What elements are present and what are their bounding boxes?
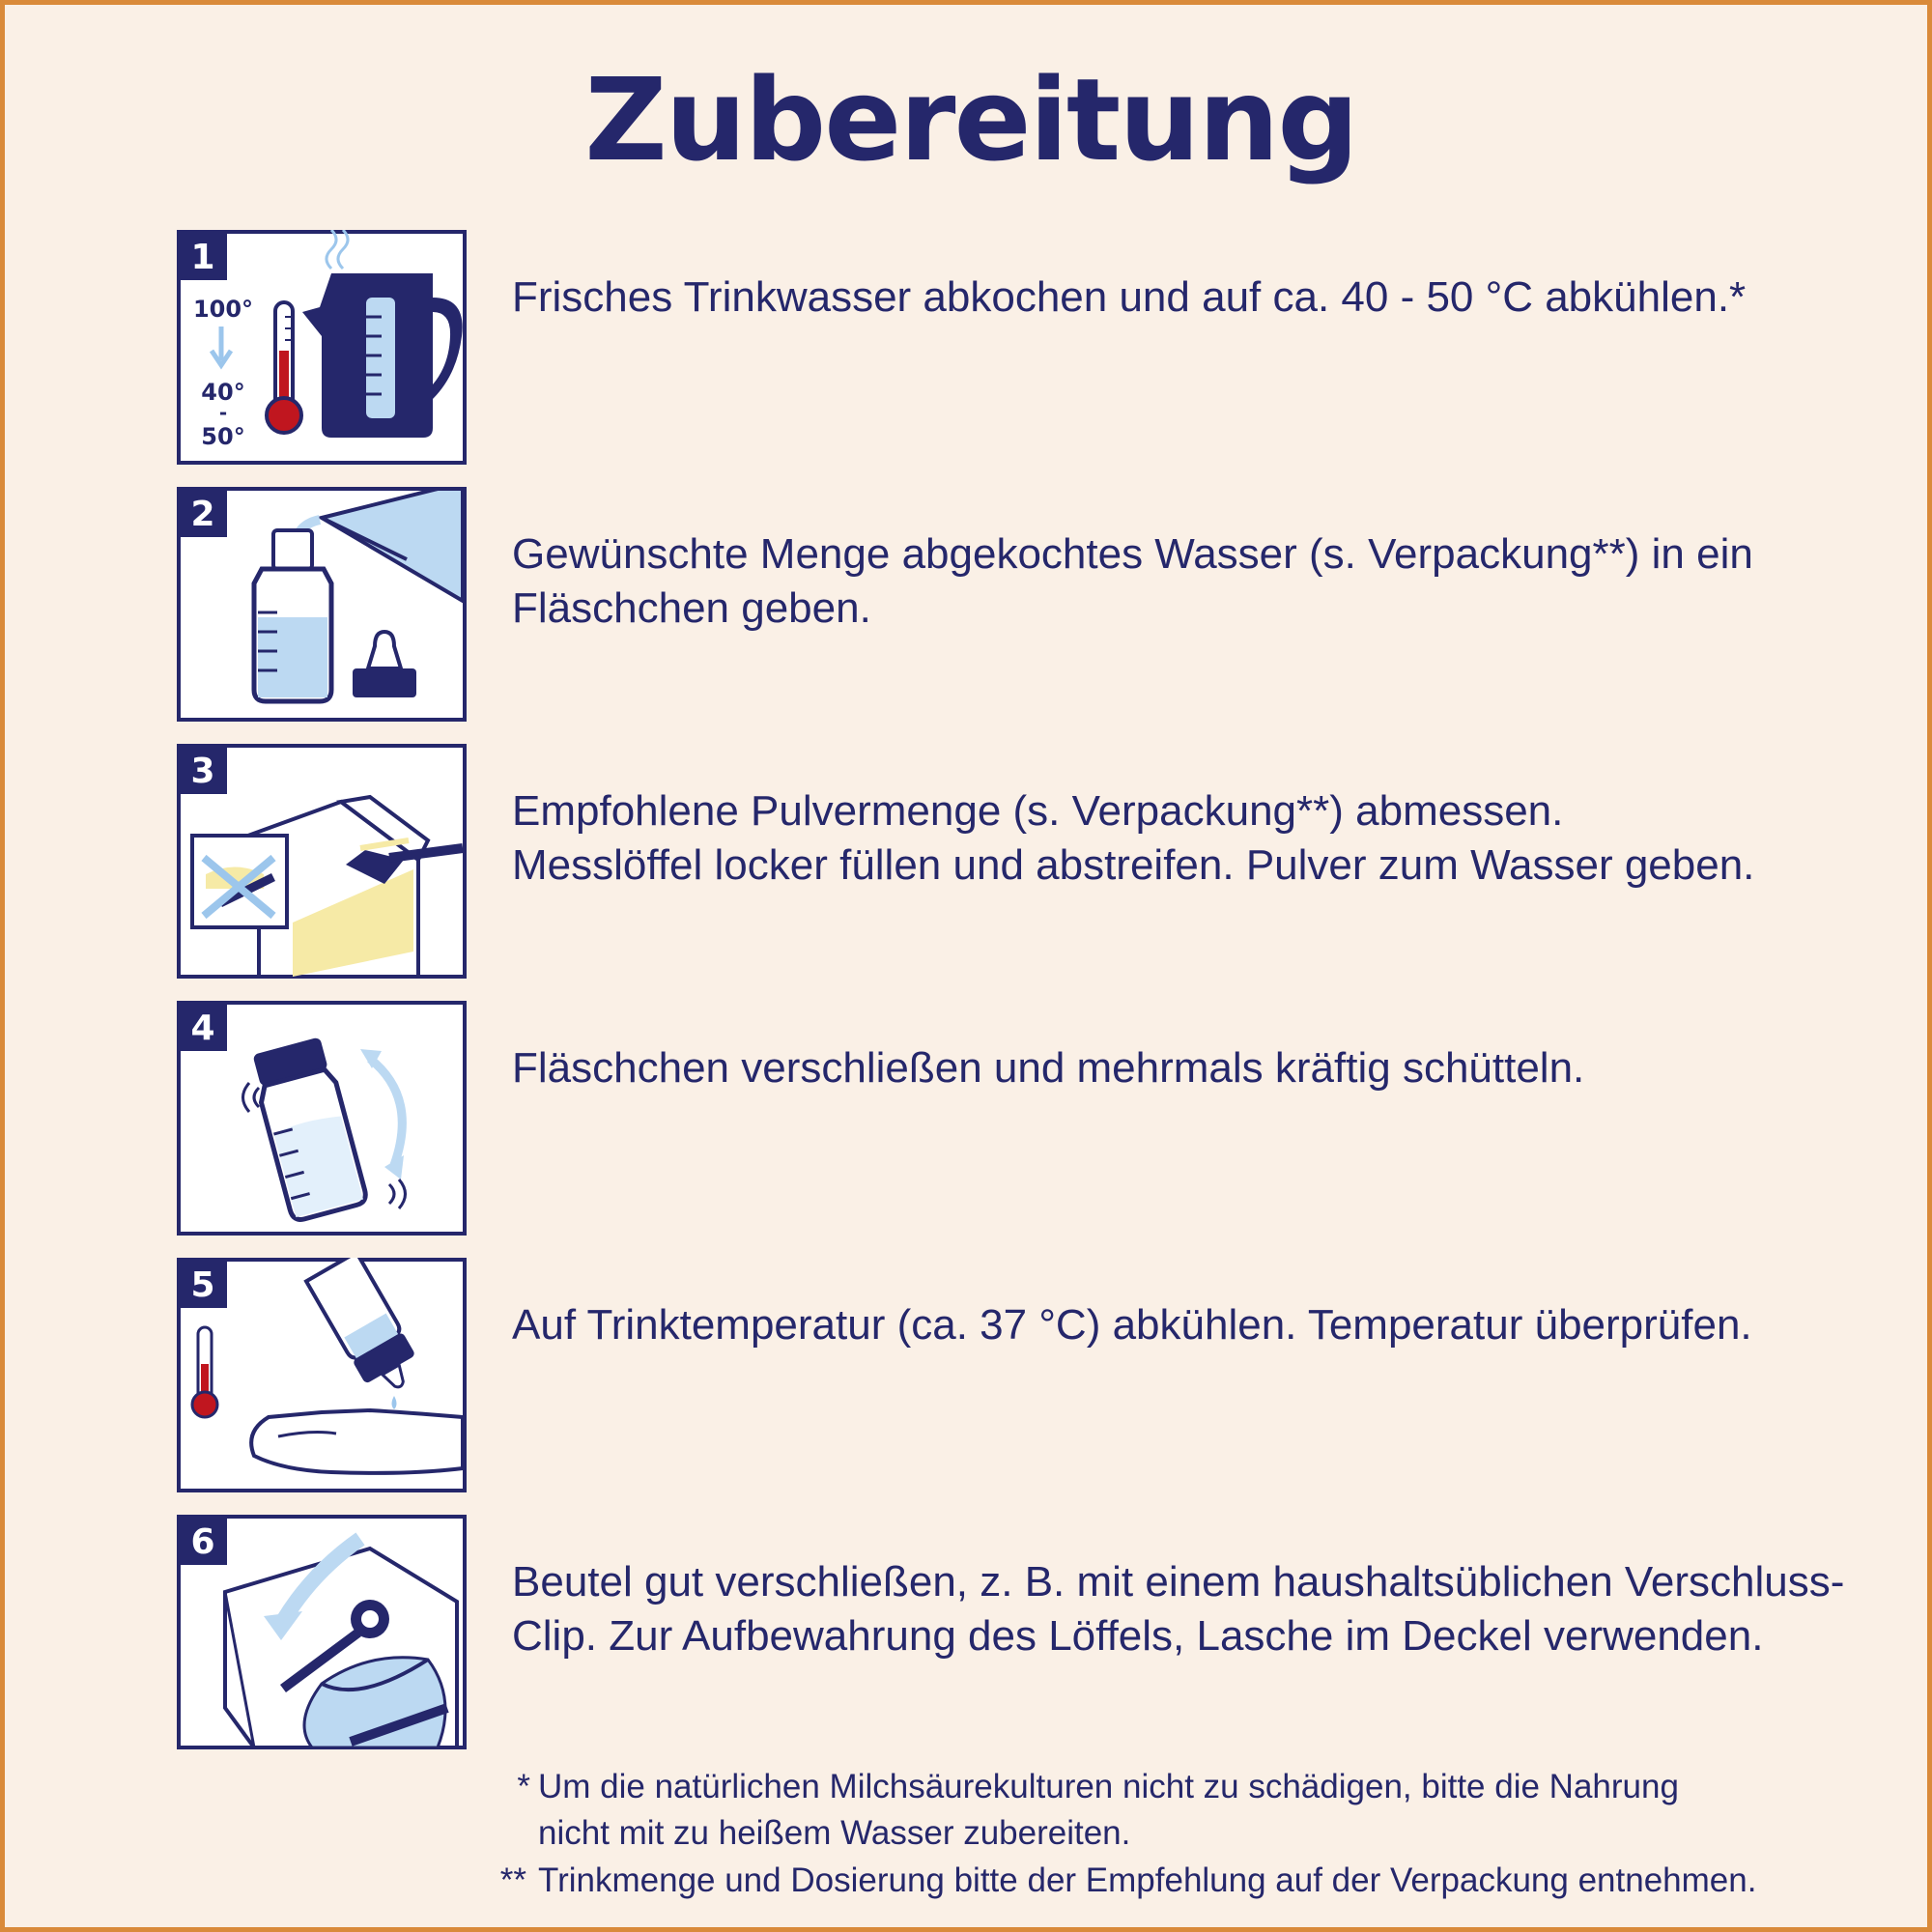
- step-4-text: [512, 1041, 1768, 1095]
- step-6-illustration: [177, 1515, 467, 1749]
- step-5-line-1: Auf Trinktemperatur (ca. 37 °C) abkühlen. Temperatur überprüfen.: [512, 1301, 1752, 1349]
- test-temperature-on-wrist-icon: [177, 1258, 467, 1492]
- step-1-illustration: [177, 230, 467, 465]
- step-1-text: [512, 270, 1768, 325]
- temp-hot-label: 100°: [192, 296, 254, 323]
- temp-max-label: 50°: [201, 423, 245, 450]
- step-number: 1: [190, 238, 215, 277]
- temp-dash-label: -: [218, 401, 228, 424]
- temp-warm-label: 40°: [201, 379, 245, 406]
- step-3-text: [512, 784, 1768, 893]
- step-2-line-1: Gewünschte Menge abgekochtes Wasser (s. Verpackung**) in ein: [512, 530, 1753, 578]
- close-bag-store-spoon-icon: [177, 1515, 467, 1749]
- pour-water-into-bottle-icon: [177, 487, 467, 722]
- footnote-1-line-1: Um die natürlichen Milchsäurekulturen nicht zu schädigen, bitte die Nahrung: [538, 1768, 1679, 1805]
- step-5-illustration: [177, 1258, 467, 1492]
- footnote-2: [499, 1858, 1756, 1904]
- step-3-line-2: Messlöffel locker füllen und abstreifen. Pulver zum Wasser geben.: [512, 841, 1755, 889]
- step-4-line-1: Fläschchen verschließen und mehrmals kräftig schütteln.: [512, 1044, 1585, 1092]
- wrong-method-inset: [192, 836, 287, 927]
- footnote-1-mark: *: [517, 1768, 530, 1805]
- kettle-thermometer-icon: [177, 230, 467, 465]
- step-2-illustration: [177, 487, 467, 722]
- step-6-line-2: Clip. Zur Aufbewahrung des Löffels, Lasche im Deckel verwenden.: [512, 1612, 1764, 1660]
- step-3-illustration: [177, 744, 467, 979]
- step-6-line-1: Beutel gut verschließen, z. B. mit einem haushaltsüblichen Verschluss-: [512, 1558, 1845, 1605]
- wrist-icon: [251, 1410, 463, 1473]
- step-2-line-2: Fläschchen geben.: [512, 584, 871, 632]
- shake-bottle-icon: [177, 1001, 467, 1236]
- footnote-1: [499, 1764, 1679, 1857]
- step-5-text: [512, 1298, 1768, 1352]
- step-1-line-1: Frisches Trinkwasser abkochen und auf ca. 40 - 50 °C abkühlen.*: [512, 273, 1747, 321]
- page-title: Zubereitung: [584, 53, 1357, 186]
- step-number: 6: [190, 1522, 215, 1562]
- step-number: 2: [190, 495, 215, 534]
- step-3-line-1: Empfohlene Pulvermenge (s. Verpackung**) abmessen.: [512, 787, 1564, 835]
- step-2-text: [512, 527, 1768, 636]
- step-6-text: [512, 1555, 1845, 1663]
- measure-powder-icon: [177, 744, 467, 979]
- step-number: 3: [190, 752, 215, 791]
- footnote-2-mark: **: [499, 1861, 526, 1899]
- footnote-2-line-1: Trinkmenge und Dosierung bitte der Empfehlung auf der Verpackung entnehmen.: [538, 1861, 1757, 1899]
- step-4-illustration: [177, 1001, 467, 1236]
- footnote-1-line-2: nicht mit zu heißem Wasser zubereiten.: [538, 1814, 1131, 1852]
- step-number: 4: [190, 1009, 215, 1048]
- step-number: 5: [190, 1265, 215, 1305]
